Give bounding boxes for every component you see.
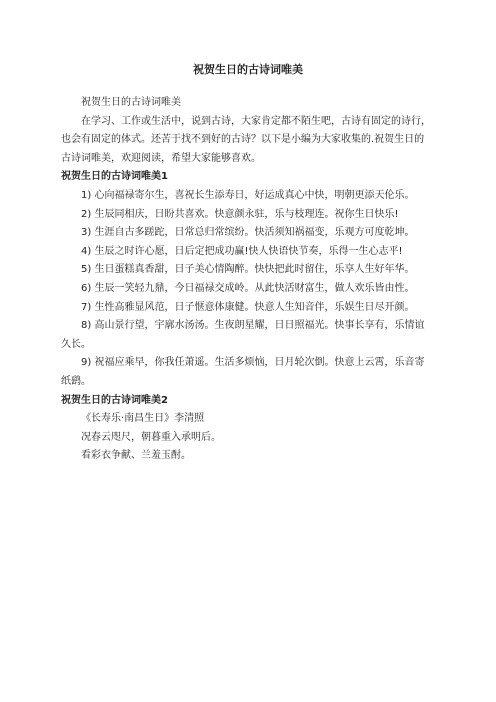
section-2-heading: 祝贺生日的古诗词唯美2 bbox=[61, 394, 168, 406]
section-1-item-3: 3) 生涯自古多蹉跎，日常总归常缤纷。快活须知祸福变，乐观方可度乾坤。 bbox=[81, 227, 415, 239]
poem-line-2: 看彩衣争献、兰羞玉酎。 bbox=[81, 450, 191, 462]
section-1-item-4: 4) 生辰之时许心愿，日后定把成功赢!快人快语快节奏，乐得一生心志平! bbox=[81, 245, 403, 257]
section-1-item-2: 2) 生辰同相庆，日盼共喜欢。快意颜永驻，乐与枝理连。祝你生日快乐! bbox=[81, 208, 399, 220]
section-1-item-5: 5) 生日蛋糕真香甜，日子美心情陶醉。快快把此时留住，乐享人生好年华。 bbox=[81, 264, 415, 276]
document-body bbox=[61, 94, 433, 466]
section-1-heading: 祝贺生日的古诗词唯美1 bbox=[61, 171, 168, 183]
section-1-item-9: 9) 祝福应乘早，你我任萧遥。生活多烦恼，日月轮次倒。快意上云霄，乐音寄纸鹞。 bbox=[61, 357, 425, 387]
section-1-item-7: 7) 生性高雅显风范，日子惬意体康健。快意人生知音伴，乐娱生日尽开颜。 bbox=[81, 301, 415, 313]
section-1-item-1: 1) 心向福禄寄尔生，喜祝长生添寿日，好运成真心中快，明朝更添天伦乐。 bbox=[81, 189, 415, 201]
document-title: 祝贺生日的古诗词唯美 bbox=[193, 63, 303, 76]
section-1-item-8: 8) 高山景行望，宇廓水汤汤。生夜朗星耀，日日照福光。快事长享有，乐情谊久长。 bbox=[61, 320, 425, 350]
intro-subtitle: 祝贺生日的古诗词唯美 bbox=[81, 97, 181, 108]
poem-title: 《长寿乐·南昌生日》李清照 bbox=[81, 413, 205, 425]
poem-line-1: 况春云咫尺，朝暮重入承明后。 bbox=[81, 431, 221, 443]
intro-paragraph: 在学习、工作或生活中，说到古诗，大家肯定都不陌生吧，古诗有固定的诗行，也会有固定的体式。还苦于找不到好的古诗？以下是小编为大家收集的.祝贺生日的古诗词唯美，欢迎阅读，希望大家能够喜欢。 bbox=[61, 115, 431, 164]
section-1-item-6: 6) 生辰一笑轻九鼎，今日福禄交成岭。从此快活财富生，做人欢乐皆由性。 bbox=[81, 282, 415, 294]
